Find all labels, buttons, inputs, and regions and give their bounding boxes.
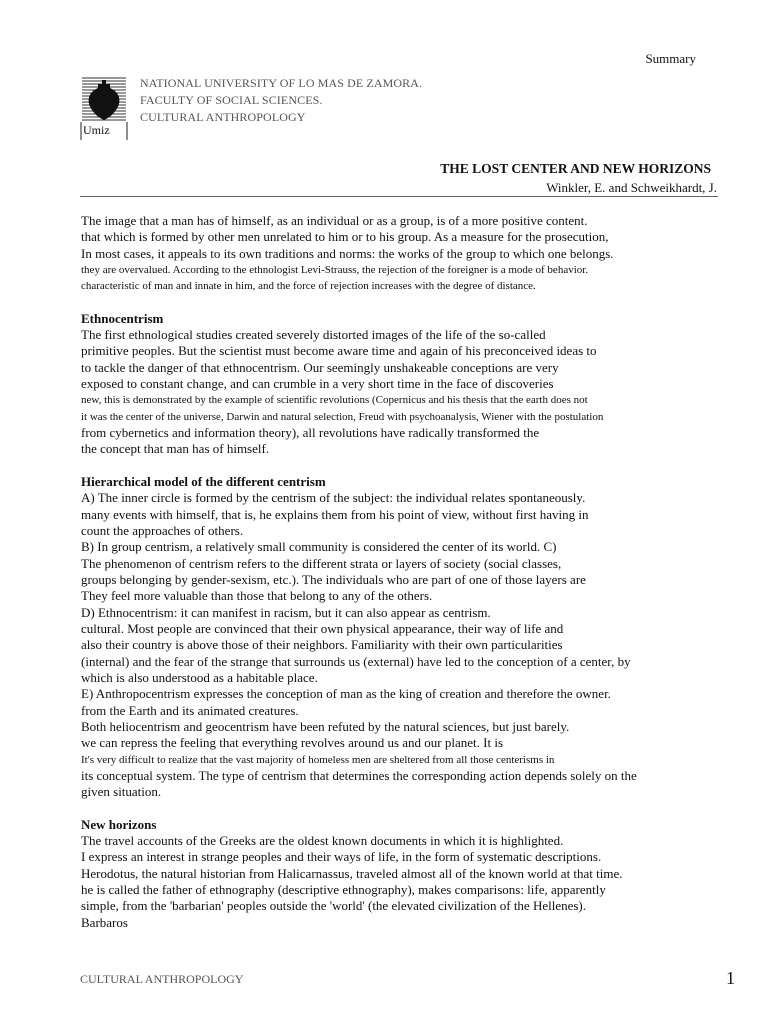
- institution-line: NATIONAL UNIVERSITY OF LO MAS DE ZAMORA.: [140, 76, 423, 90]
- text-line: which is also understood as a habitable place.: [81, 669, 318, 685]
- page-number: 1: [726, 968, 735, 988]
- text-line: They feel more valuable than those that belong to any of the others.: [81, 588, 433, 604]
- text-line: It's very difficult to realize that the vast majority of homeless men are sheltered from all those centerisms in: [81, 753, 555, 766]
- text-line: I express an interest in strange peoples and their ways of life, in the form of systematic descriptions.: [81, 849, 602, 865]
- text-line: Barbaros: [81, 914, 128, 930]
- text-line: its conceptual system. The type of centrism that determines the corresponding action depends solely on the: [81, 768, 637, 783]
- section-heading: Ethnocentrism: [81, 310, 164, 326]
- institution-line: FACULTY OF SOCIAL SCIENCES.: [140, 93, 323, 107]
- text-line: primitive peoples. But the scientist must become aware time and again of his preconceived ideas to: [81, 343, 597, 359]
- text-line: characteristic of man and innate in him, and the force of rejection increases with the degree of distance.: [81, 280, 536, 293]
- text-line: Both heliocentrism and geocentrism have been refuted by the natural sciences, but just barely.: [81, 718, 570, 734]
- text-line: it was the center of the universe, Darwin and natural selection, Freud with psychoanalysis, Wiener with the postulation: [81, 410, 604, 423]
- text-line: also their country is above those of their neighbors. Familiarity with their own particularities: [81, 637, 563, 653]
- text-line: he is called the father of ethnography (descriptive ethnography), makes comparisons: life, apparently: [81, 882, 606, 898]
- text-line: The image that a man has of himself, as an individual or as a group, is of a more positive content.: [81, 213, 588, 228]
- text-line: cultural. Most people are convinced that their own physical appearance, their way of life and: [81, 620, 564, 636]
- text-line: the concept that man has of himself.: [81, 441, 270, 457]
- institution-line: CULTURAL ANTHROPOLOGY: [140, 110, 306, 124]
- text-line: The first ethnological studies created severely distorted images of the life of the so-called: [81, 327, 546, 343]
- text-line: Herodotus, the natural historian from Halicarnassus, traveled almost all of the known world at that time.: [81, 865, 623, 881]
- section-heading: New horizons: [81, 816, 157, 832]
- text-line: count the approaches of others.: [81, 522, 244, 538]
- footer-label: CULTURAL ANTHROPOLOGY: [80, 972, 244, 986]
- summary-label: Summary: [645, 51, 696, 66]
- text-line: B) In group centrism, a relatively small community is considered the center of its world. C): [81, 539, 557, 555]
- text-line: In most cases, it appeals to its own traditions and norms: the works of the group to which one belongs.: [81, 245, 614, 261]
- paragraph-gap: [81, 295, 741, 311]
- text-line: they are overvalued. According to the ethnologist Levi-Strauss, the rejection of the foreigner is a mode of behavior.: [81, 264, 589, 277]
- text-line: groups belonging by gender-sexism, etc.). The individuals who are part of one of those layers are: [81, 571, 586, 587]
- text-line: new, this is demonstrated by the example of scientific revolutions (Copernicus and his thesis that the earth does not: [81, 394, 588, 407]
- text-line: (internal) and the fear of the strange that surrounds us (external) have led to the conception of a center, by: [81, 653, 631, 669]
- logo-text: Umiz: [83, 123, 110, 137]
- document-title: THE LOST CENTER AND NEW HORIZONS: [440, 161, 711, 176]
- university-logo: [80, 76, 128, 140]
- text-line: to tackle the danger of that ethnocentrism. Our seemingly unshakeable conceptions are very: [81, 359, 559, 375]
- header-divider: [80, 196, 718, 197]
- text-line: given situation.: [81, 784, 162, 800]
- text-line: D) Ethnocentrism: it can manifest in racism, but it can also appear as centrism.: [81, 604, 491, 620]
- text-line: The phenomenon of centrism refers to the different strata or layers of society (social classes,: [81, 555, 562, 571]
- text-line: E) Anthropocentrism expresses the conception of man as the king of creation and therefore the owner.: [81, 686, 611, 702]
- text-line: we can repress the feeling that everything revolves around us and our planet. It is: [81, 735, 503, 751]
- text-line: many events with himself, that is, he explains them from his point of view, without first having in: [81, 506, 589, 522]
- paragraph-gap: [81, 458, 741, 474]
- text-line: from cybernetics and information theory), all revolutions have radically transformed the: [81, 425, 540, 441]
- document-authors: Winkler, E. and Schweikhardt, J.: [546, 180, 717, 195]
- text-line: A) The inner circle is formed by the centrism of the subject: the individual relates spontaneously.: [81, 490, 586, 506]
- text-line: exposed to constant change, and can crumble in a very short time in the face of discoveries: [81, 376, 554, 392]
- text-line: that which is formed by other men unrelated to him or to his group. As a measure for the prosecution,: [81, 229, 609, 245]
- text-line: from the Earth and its animated creatures.: [81, 702, 299, 718]
- document-body: [81, 213, 741, 931]
- paragraph-gap: [81, 801, 741, 817]
- text-line: simple, from the 'barbarian' peoples outside the 'world' (the elevated civilization of the Hellenes).: [81, 898, 587, 914]
- text-line: The travel accounts of the Greeks are the oldest known documents in which it is highlighted.: [81, 833, 564, 849]
- section-heading: Hierarchical model of the different centrism: [81, 473, 326, 489]
